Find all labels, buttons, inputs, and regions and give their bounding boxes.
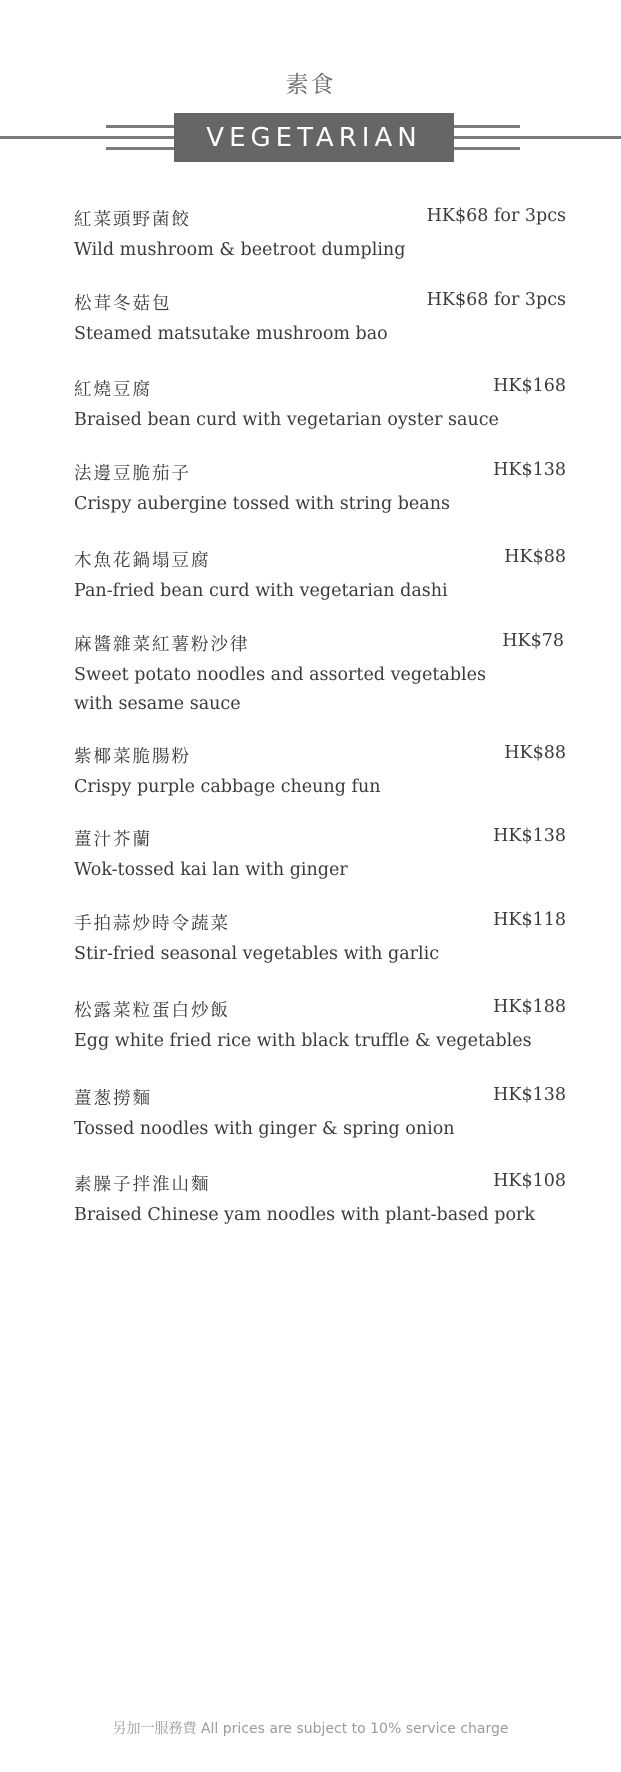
decorative-line: [106, 125, 174, 128]
dish-price: HK$68 for 3pcs: [426, 290, 566, 310]
dish-price: HK$108: [493, 1171, 566, 1191]
decorative-line: [454, 125, 520, 128]
dish-name-english: Braised Chinese yam noodles with plant-based pork: [74, 1205, 535, 1225]
menu-item: [74, 206, 566, 265]
section-title-chinese: 素食: [285, 72, 336, 98]
dish-name-chinese: 紫椰菜脆腸粉: [74, 747, 191, 767]
dish-name-chinese: 薑葱撈麵: [74, 1089, 152, 1109]
dish-name-chinese: 木魚花鍋塌豆腐: [74, 551, 211, 571]
menu-item: [74, 826, 566, 885]
menu-item: [74, 460, 566, 519]
dish-name-english: Stir-fried seasonal vegetables with garlic: [74, 944, 440, 964]
dish-price: HK$168: [493, 376, 566, 396]
dish-name-chinese: 紅燒豆腐: [74, 380, 152, 400]
dish-name-english: Egg white fried rice with black truffle & vegetables: [74, 1031, 532, 1051]
menu-item: [74, 376, 566, 435]
section-banner: [0, 113, 621, 163]
dish-name-english: Steamed matsutake mushroom bao: [74, 324, 388, 344]
dish-name-english: Crispy aubergine tossed with string beans: [74, 494, 450, 514]
dish-price: HK$138: [493, 460, 566, 480]
menu-item: [74, 743, 566, 802]
dish-name-chinese: 松茸冬菇包: [74, 294, 172, 314]
dish-name-chinese: 薑汁芥蘭: [74, 830, 152, 850]
decorative-line: [0, 136, 174, 139]
service-charge-note: 另加一服務費 All prices are subject to 10% service charge: [112, 1721, 509, 1737]
dish-name-english: Braised bean curd with vegetarian oyster sauce: [74, 410, 499, 430]
dish-name-english: Crispy purple cabbage cheung fun: [74, 777, 381, 797]
dish-name-english: Tossed noodles with ginger & spring onion: [74, 1119, 455, 1139]
dish-name-english: Wok-tossed kai lan with ginger: [74, 860, 348, 880]
decorative-line: [454, 136, 621, 139]
dish-name-chinese: 手拍蒜炒時令蔬菜: [74, 914, 230, 934]
menu-item: [74, 547, 566, 606]
dish-price: HK$138: [493, 826, 566, 846]
dish-price: HK$78: [502, 631, 564, 651]
menu-item: [74, 1085, 566, 1144]
dish-price: HK$68 for 3pcs: [426, 206, 566, 226]
menu-item: [74, 1171, 566, 1230]
dish-name-chinese: 素臊子拌淮山麵: [74, 1175, 211, 1195]
dish-name-chinese: 法邊豆脆茄子: [74, 464, 191, 484]
dish-price: HK$188: [493, 997, 566, 1017]
menu-item: [74, 290, 566, 349]
dish-name-chinese: 紅菜頭野菌餃: [74, 210, 191, 230]
dish-price: HK$88: [504, 743, 566, 763]
dish-name-chinese: 麻醬雜菜紅薯粉沙律: [74, 635, 250, 655]
decorative-line: [454, 147, 520, 150]
dish-name-english: Wild mushroom & beetroot dumpling: [74, 240, 406, 260]
dish-name-english: Sweet potato noodles and assorted vegetables with sesame sauce: [74, 665, 486, 714]
decorative-line: [106, 147, 174, 150]
menu-item: [74, 997, 566, 1056]
section-title-english: VEGETARIAN: [174, 113, 454, 162]
dish-name-english: Pan-fried bean curd with vegetarian dashi: [74, 581, 448, 601]
dish-price: HK$118: [493, 910, 566, 930]
dish-price: HK$88: [504, 547, 566, 567]
menu-item: [74, 631, 566, 719]
dish-price: HK$138: [493, 1085, 566, 1105]
menu-item: [74, 910, 566, 969]
dish-name-chinese: 松露菜粒蛋白炒飯: [74, 1001, 230, 1021]
